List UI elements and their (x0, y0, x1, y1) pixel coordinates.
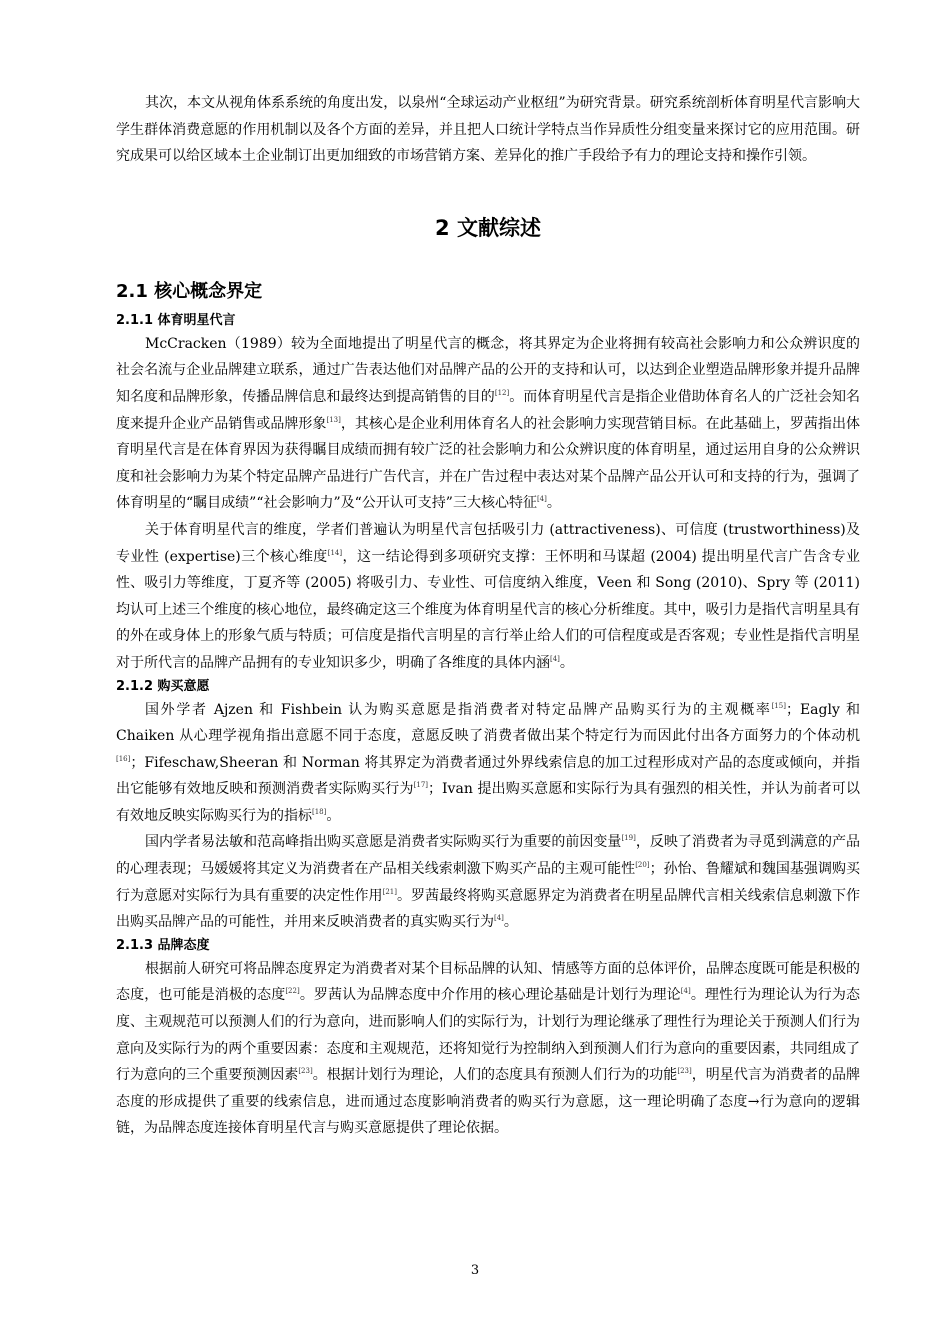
citation-marker: [19] (621, 834, 636, 843)
citation-marker: [4] (550, 654, 560, 663)
citation-marker: [18] (312, 807, 327, 816)
body-paragraph: 关于体育明星代言的维度，学者们普遍认为明星代言包括吸引力 (attractiveness)、可信度 (trustworthiness)及专业性 (expertise)三个核心维度[14]，这一结论得到多项研究支撑：王怀明和马谋超 (2004) 提出明星代言广告含专业性、吸引力等维度，丁夏齐等 (2005) 将吸引力、专业性、可信度纳入维度，Veen 和 Song (2010)、Spry 等 (2011) 均认可上述三个维度的核心地位，最终确定这三个维度为体育明星代言的核心分析维度。其中，吸引力是指代言明星具有的外在或身体上的形象气质与特质；可信度是指代言明星的言行举止给人们的可信程度或是否客观；专业性是指代言明星对于所代言的品牌产品拥有的专业知识多少，明确了各维度的具体内涵[4]。 (116, 521, 860, 671)
citation-marker: [13] (326, 415, 341, 424)
chapter-title: 2 文献综述 (435, 215, 541, 240)
citation-marker: [17] (413, 781, 429, 790)
body-paragraph: 国内学者易法敏和范高峰指出购买意愿是消费者实际购买行为重要的前因变量[19]，反映了消费者为寻觅到满意的产品的心理表现；马媛媛将其定义为消费者在产品相关线索刺激下购买产品的主观可能性[20]；孙怡、鲁耀斌和魏国基强调购买行为意愿对实际行为具有重要的决定性作用[21]。罗茜最终将购买意愿界定为消费者在明星品牌代言相关线索信息刺激下作出购买品牌产品的可能性，并用来反映消费者的真实购买行为[4]。 (116, 834, 861, 931)
citation-marker: [22] (285, 987, 300, 996)
citation-marker: [4] (536, 495, 547, 504)
citation-marker: [4] (680, 987, 691, 996)
page-number: 3 (470, 1263, 480, 1278)
subsection-title: 2.1.3 品牌态度 (116, 937, 210, 953)
body-paragraph: 根据前人研究可将品牌态度界定为消费者对某个目标品牌的认知、情感等方面的总体评价，品牌态度既可能是积极的态度，也可能是消极的态度[22]。罗茜认为品牌态度中介作用的核心理论基础是计划行为理论[4]。理性行为理论认为行为态度、主观规范可以预测人们的行为意向，进而影响人们的实际行为，计划行为理论继承了理性行为理论关于预测人们行为意向及实际行为的两个重要因素：态度和主观规范，还将知觉行为控制纳入到预测人们行为意向的重要因素，共同组成了行为意向的三个重要预测因素[23]。根据计划行为理论，人们的态度具有预测人们行为的功能[23]，明星代言为消费者的品牌态度的形成提供了重要的线索信息，进而通过态度影响消费者的购买行为意愿，这一理论明确了态度→行为意向的逻辑链，为品牌态度连接体育明星代言与购买意愿提供了理论依据。 (116, 960, 861, 1137)
citation-marker: [14] (327, 548, 343, 557)
page-content (116, 90, 860, 1142)
intro-paragraph: 其次，本文从视角体系系统的角度出发，以泉州“全球运动产业枢纽”为研究背景。研究系统剖析体育明星代言影响大学生群体消费意愿的作用机制以及各个方面的差异，并且把人口统计学特点当作异质性分组变量来探讨它的应用范围。研究成果可以给区域本土企业制订出更加细致的市场营销方案、差异化的推广手段给予有力的理论支持和操作引领。 (116, 95, 860, 165)
body-paragraph: McCracken（1989）较为全面地提出了明星代言的概念，将其界定为企业将拥有较高社会影响力和公众辨识度的社会名流与企业品牌建立联系，通过广告表达他们对品牌产品的公开的支持和认可，以达到企业塑造品牌形象并提升品牌知名度和品牌形象，传播品牌信息和最终达到提高销售的目的[12]。而体育明星代言是指企业借助体育名人的广泛社会知名度来提升企业产品销售或品牌形象[13]，其核心是企业利用体育名人的社会影响力实现营销目标。在此基础上，罗茜指出体育明星代言是在体育界因为获得瞩目成绩而拥有较广泛的社会影响力和公众辨识度的体育明星，通过运用自身的公众辨识度和社会影响力为某个特定品牌产品进行广告代言，并在广告过程中表达对某个品牌产品公开认可和支持的行为，强调了体育明星的“瞩目成绩”“社会影响力”及“公开认可支持”三大核心特征[4]。 (116, 335, 860, 512)
citation-marker: [21] (382, 887, 397, 896)
subsections-container (116, 311, 860, 1142)
citation-marker: [23] (298, 1067, 313, 1076)
subsection-title: 2.1.2 购买意愿 (116, 678, 210, 694)
citation-marker: [4] (494, 914, 504, 923)
citation-marker: [16] (116, 754, 131, 763)
citation-marker: [12] (494, 388, 510, 397)
citation-marker: [20] (635, 861, 650, 870)
section-title: 2.1 核心概念界定 (116, 280, 263, 302)
subsection-title: 2.1.1 体育明星代言 (116, 312, 236, 328)
body-paragraph: 国外学者 Ajzen 和 Fishbein 认为购买意愿是指消费者对特定品牌产品购买行为的主观概率[15]；Eagly 和 Chaiken 从心理学视角指出意愿不同于态度，意愿反映了消费者做出某个特定行为而因此付出各方面努力的个体动机[16]；Fifeschaw,Sheeran 和 Norman 将其界定为消费者通过外界线索信息的加工过程形成对产品的态度或倾向，并指出它能够有效地反映和预测消费者实际购买行为[17]；Ivan 提出购买意愿和实际行为具有强烈的相关性，并认为前者可以有效地反映实际购买行为的指标[18]。 (116, 701, 860, 824)
citation-marker: [23] (677, 1067, 692, 1076)
citation-marker: [15] (771, 701, 786, 710)
